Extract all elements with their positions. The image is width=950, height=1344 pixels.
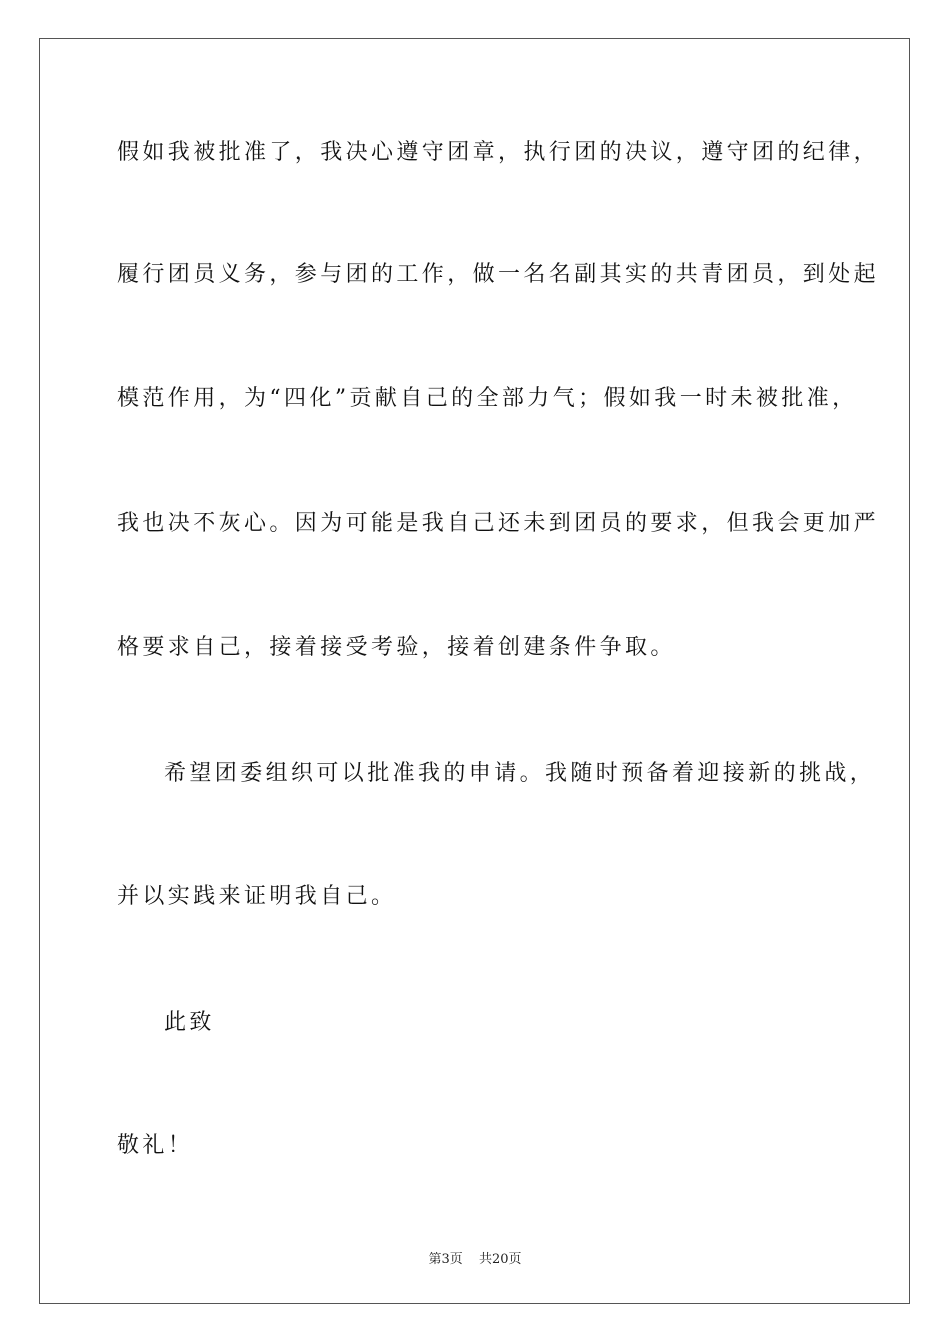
body-line-7: 并以实践来证明我自己。	[117, 884, 397, 909]
body-line-4: 我也决不灰心。因为可能是我自己还未到团员的要求，但我会更加严	[117, 511, 880, 536]
body-line-5: 格要求自己，接着接受考验，接着创建条件争取。	[117, 635, 676, 660]
body-line-2: 履行团员义务，参与团的工作，做一名名副其实的共青团员，到处起	[117, 262, 880, 287]
closing-salutation: 此致	[164, 1010, 215, 1035]
body-line-3: 模范作用，为“四化”贡献自己的全部力气；假如我一时未被批准，	[117, 386, 858, 411]
closing-regards: 敬礼！	[117, 1133, 194, 1158]
page-footer	[0, 1248, 950, 1267]
page-total: 共20页	[478, 1252, 522, 1267]
body-line-1: 假如我被批准了，我决心遵守团章，执行团的决议，遵守团的纪律，	[117, 140, 880, 165]
page-number: 第3页	[428, 1252, 463, 1267]
body-line-6: 希望团委组织可以批准我的申请。我随时预备着迎接新的挑战，	[164, 761, 876, 786]
page-frame	[39, 38, 910, 1304]
